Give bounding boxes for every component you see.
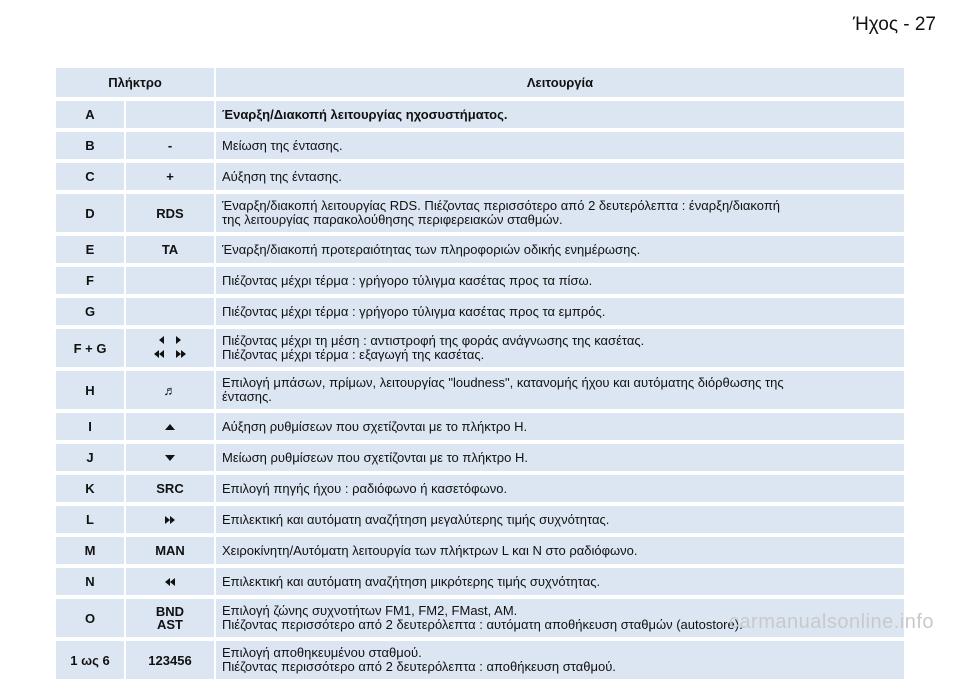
key-label: K xyxy=(56,475,126,502)
table-row xyxy=(56,371,904,409)
watermark: carmanualsonline.info xyxy=(728,611,934,633)
key-label: E xyxy=(56,236,126,263)
page-title: Ήχος - 27 xyxy=(852,14,936,35)
key-symbol: RDS xyxy=(126,194,216,232)
music-note-icon: ♬ xyxy=(126,371,216,409)
key-symbol xyxy=(126,568,216,595)
key-label: G xyxy=(56,298,126,325)
table-row xyxy=(56,413,904,440)
function-description: Επιλεκτική και αυτόματη αναζήτηση μικρότερης τιμής συχνότητας. xyxy=(222,573,601,589)
key-symbol xyxy=(126,101,216,128)
key-label: A xyxy=(56,101,126,128)
key-label: I xyxy=(56,413,126,440)
key-label: J xyxy=(56,444,126,471)
function-description: Επιλεκτική και αυτόματη αναζήτηση μεγαλύτερης τιμής συχνότητας. xyxy=(222,511,610,527)
function-description: Μείωση ρυθμίσεων που σχετίζονται με το πλήκτρο H. xyxy=(222,449,528,465)
table-row xyxy=(56,194,904,232)
function-description: Επιλογή αποθηκευμένου σταθμού. Πιέζοντας περισσότερο από 2 δευτερόλεπτα : αποθήκευση σταθμού. xyxy=(222,645,616,674)
key-label: N xyxy=(56,568,126,595)
function-description: Πιέζοντας μέχρι τέρμα : γρήγορο τύλιγμα κασέτας προς τα εμπρός. xyxy=(222,303,606,319)
key-label: 1 ως 6 xyxy=(56,641,126,679)
column-header-key: Πλήκτρο xyxy=(56,68,216,97)
key-symbol: SRC xyxy=(126,475,216,502)
key-symbol xyxy=(126,298,216,325)
column-header-function: Λειτουργία xyxy=(526,74,594,90)
function-description: Έναρξη/Διακοπή λειτουργίας ηχοσυστήματος. xyxy=(222,106,508,122)
function-description: Πιέζοντας μέχρι τη μέση : αντιστροφή της φοράς ανάγνωσης της κασέτας. Πιέζοντας μέχρι τέρμα : εξαγωγή της κασέτας. xyxy=(222,333,645,362)
table-row xyxy=(56,267,904,294)
key-symbol xyxy=(126,267,216,294)
table-header-row xyxy=(56,68,904,97)
key-label: C xyxy=(56,163,126,190)
key-label: L xyxy=(56,506,126,533)
triangle-down-icon xyxy=(165,455,175,461)
function-description: Αύξηση της έντασης. xyxy=(222,168,342,184)
function-description: Έναρξη/διακοπή λειτουργίας RDS. Πιέζοντας περισσότερο από 2 δευτερόλεπτα : έναρξη/διακοπή της λειτουργίας παρακολούθησης περιφερειακών σταθμών. xyxy=(222,198,781,227)
key-label: H xyxy=(56,371,126,409)
key-symbol: + xyxy=(126,163,216,190)
table-row xyxy=(56,475,904,502)
key-symbol xyxy=(126,506,216,533)
table-row xyxy=(56,163,904,190)
table-row xyxy=(56,568,904,595)
function-description: Αύξηση ρυθμίσεων που σχετίζονται με το πλήκτρο H. xyxy=(222,418,528,434)
function-description: Επιλογή ζώνης συχνοτήτων FM1, FM2, FMast, AM. Πιέζοντας περισσότερο από 2 δευτερόλεπτα : αυτόματη αποθήκευση σταθμών (autostore). xyxy=(222,603,743,632)
table-row xyxy=(56,236,904,263)
key-symbol: MAN xyxy=(126,537,216,564)
function-description: Επιλογή πηγής ήχου : ραδιόφωνο ή κασετόφωνο. xyxy=(222,480,508,496)
triangle-up-icon xyxy=(165,424,175,430)
table-row xyxy=(56,537,904,564)
key-label: F + G xyxy=(56,329,126,367)
key-label: D xyxy=(56,194,126,232)
key-symbol: BND AST xyxy=(126,599,216,637)
left-right-arrows-icon xyxy=(154,336,186,360)
table-row xyxy=(56,101,904,128)
table-row xyxy=(56,298,904,325)
table-row xyxy=(56,132,904,159)
key-label: B xyxy=(56,132,126,159)
function-description: Μείωση της έντασης. xyxy=(222,137,343,153)
table-row xyxy=(56,506,904,533)
key-symbol xyxy=(126,329,216,367)
key-label: F xyxy=(56,267,126,294)
function-table xyxy=(56,68,904,683)
key-symbol: 123456 xyxy=(126,641,216,679)
key-label: O xyxy=(56,599,126,637)
key-symbol xyxy=(126,444,216,471)
function-description: Πιέζοντας μέχρι τέρμα : γρήγορο τύλιγμα κασέτας προς τα πίσω. xyxy=(222,272,593,288)
function-description: Έναρξη/διακοπή προτεραιότητας των πληροφοριών οδικής ενημέρωσης. xyxy=(222,241,641,257)
key-symbol: TA xyxy=(126,236,216,263)
key-symbol xyxy=(126,413,216,440)
double-left-icon xyxy=(165,578,175,586)
table-row xyxy=(56,641,904,679)
table-row xyxy=(56,444,904,471)
function-description: Επιλογή μπάσων, πρίμων, λειτουργίας "loudness", κατανομής ήχου και αυτόματης διόρθωσης της έντασης. xyxy=(222,375,784,404)
table-row xyxy=(56,329,904,367)
key-symbol: - xyxy=(126,132,216,159)
key-label: M xyxy=(56,537,126,564)
double-right-icon xyxy=(165,516,175,524)
function-description: Χειροκίνητη/Αυτόματη λειτουργία των πλήκτρων L και N στο ραδιόφωνο. xyxy=(222,542,638,558)
